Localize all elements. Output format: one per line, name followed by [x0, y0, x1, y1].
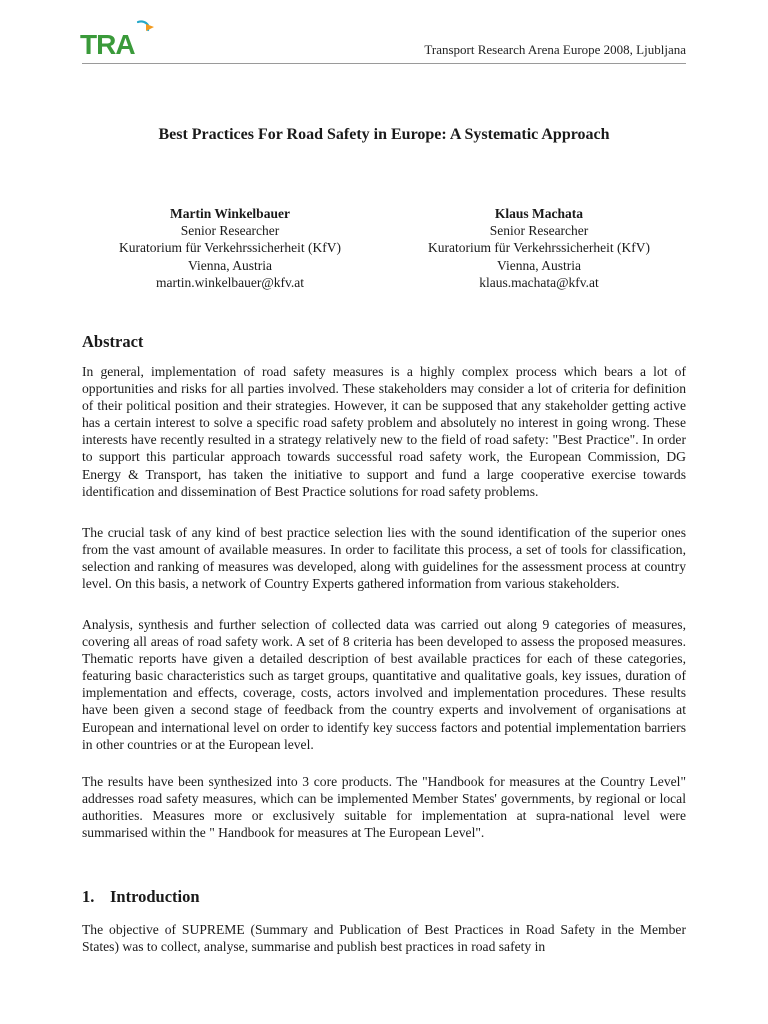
abstract-paragraph-3: Analysis, synthesis and further selection of collected data was carried out along 9 categories of measures, covering all areas of road safety work. A set of 8 criteria has been developed to assess the proposed measures. Thematic reports have given a detailed description of best available practices for each of these categories, featuring basic characteristics such as target groups, quantitative and qualitative goals, key issues, duration of implementation and effects, coverage, costs, actors involved and implementation procedures. These results have been given a second stage of feedback from the country experts and involvement of organisations at European and international level on order to identify key success factors and potential implementation barriers in other countries or at the European level. — [82, 617, 686, 752]
author-role: Senior Researcher — [489, 223, 589, 239]
abstract-heading: Abstract — [82, 332, 144, 351]
author-organization: Kuratorium für Verkehrssicherheit (KfV) — [427, 240, 651, 256]
tra-logo-graphic — [80, 18, 160, 58]
section-title: Introduction — [110, 887, 200, 906]
section-number: 1. — [82, 887, 95, 906]
author-city: Vienna, Austria — [497, 257, 581, 273]
running-head: Transport Research Arena Europe 2008, Ljubljana — [424, 42, 686, 57]
abstract-paragraph-1: In general, implementation of road safety measures is a highly complex process which bears a lot of opportunities and risks for all parties involved. These stakeholders may consider a lot of criteria for definition of their political position and their strategies. However, it can be supposed that any stakeholder getting active has a certain interest to solve a specific road safety problem and absolutely no interest in going wrong. These interests have recently resulted in a strategy relatively new to the field of road safety: "Best Practice". In order to support this particular approach towards successful road safety work, the European Commission, DG Energy & Transport, has taken the initiative to support and fund a large cooperative exercise towards identification and dissemination of Best Practice solutions for road safety problems. — [82, 364, 686, 499]
author-organization: Kuratorium für Verkehrssicherheit (KfV) — [118, 240, 342, 256]
tra-logo — [80, 18, 160, 58]
author-city: Vienna, Austria — [188, 257, 272, 273]
author-block-2 — [389, 205, 689, 291]
abstract-paragraph-2: The crucial task of any kind of best practice selection lies with the sound identification of the superior ones from the vast amount of available measures. In order to facilitate this process, a set of tools for classification, selection and ranking of measures was developed, along with guidelines for the assessment process at country level. On this basis, a network of Country Experts gathered information from various stakeholders. — [82, 525, 686, 592]
abstract-paragraph-4: The results have been synthesized into 3 core products. The "Handbook for measures at the Country Level" addresses road safety measures, which can be implemented Member States' governments, by regional or local authorities. Measures more or exclusively suitable for implementation at supra-national level were summarised within the " Handbook for measures at The European Level". — [82, 774, 686, 841]
svg-text:TRA: TRA — [80, 29, 135, 58]
author-name: Klaus Machata — [494, 206, 584, 221]
paper-title: Best Practices For Road Safety in Europe: A Systematic Approach — [158, 126, 610, 143]
introduction-paragraph: The objective of SUPREME (Summary and Publication of Best Practices in Road Safety in the Member States) was to collect, analyse, summarise and publish best practices in road safety in — [82, 922, 686, 955]
author-role: Senior Researcher — [180, 223, 280, 239]
author-email: klaus.machata@kfv.at — [479, 274, 599, 290]
author-name: Martin Winkelbauer — [170, 206, 290, 221]
author-block-1 — [80, 205, 380, 291]
author-email: martin.winkelbauer@kfv.at — [155, 274, 304, 290]
header-rule — [82, 63, 686, 64]
introduction-heading — [82, 887, 200, 907]
